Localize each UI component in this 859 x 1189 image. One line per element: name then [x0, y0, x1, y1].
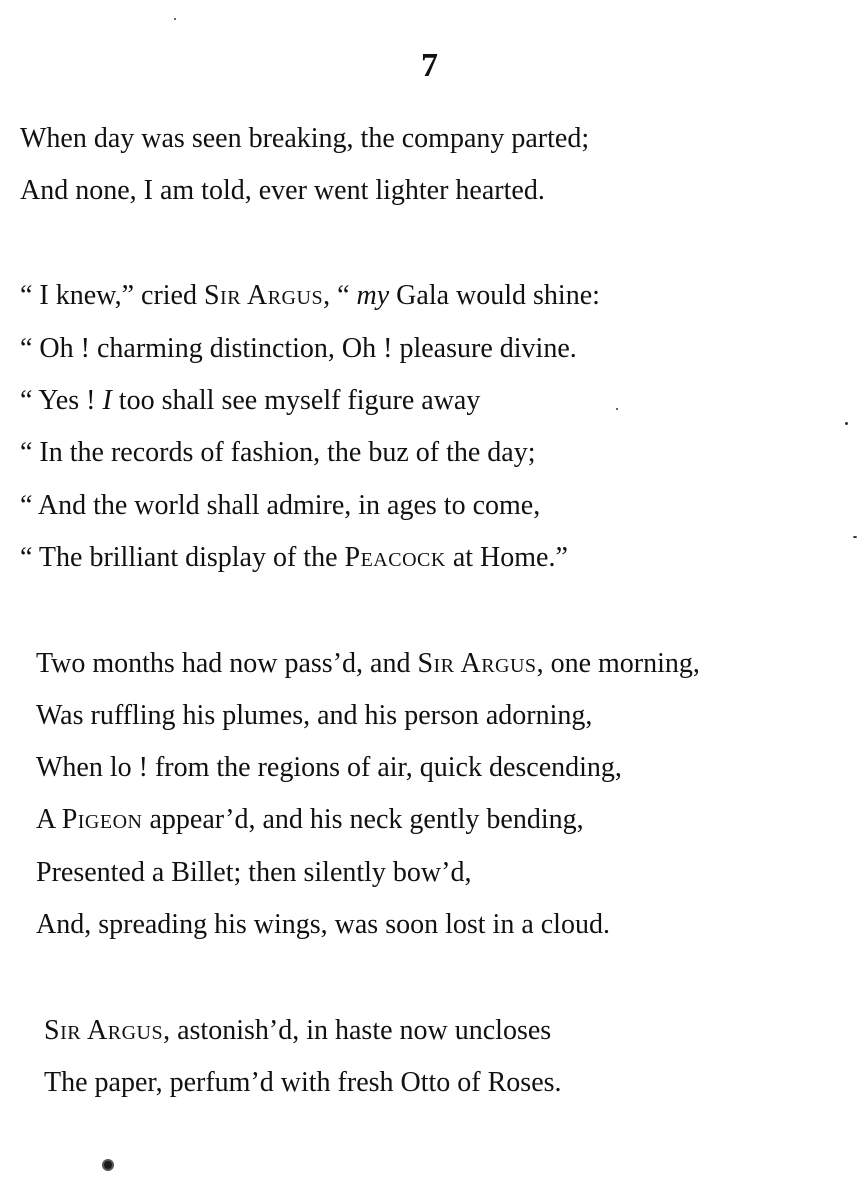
ornament-dot [102, 1159, 114, 1171]
text-segment: Gala would shine: [389, 280, 600, 311]
stanza-3-line-4 [36, 803, 584, 837]
text-segment: “ Yes ! [20, 385, 103, 416]
stanza-3-line-3: When lo ! from the regions of air, quick descending, [36, 752, 622, 783]
text-segment: appear’d, and his neck gently bending, [142, 804, 584, 835]
stanza-2-line-1 [20, 279, 600, 313]
character-name: Sir Argus [44, 1015, 164, 1046]
stanza-3-line-5: Presented a Billet; then silently bow’d, [36, 857, 472, 888]
ink-speck [845, 422, 848, 425]
stanza-1-line-1: When day was seen breaking, the company parted; [20, 123, 590, 154]
text-segment: , one morning, [536, 648, 700, 679]
stanza-3-line-6: And, spreading his wings, was soon lost in a cloud. [36, 909, 610, 940]
text-segment: at Home.” [445, 542, 568, 573]
text-segment: , “ [323, 280, 357, 311]
stanza-2-line-3 [20, 384, 480, 418]
text-segment: Two months had now pass’d, and [36, 648, 418, 679]
ink-speck [616, 408, 618, 410]
text-segment: “ I knew,” cried [20, 280, 204, 311]
character-name: Pigeon [61, 804, 143, 835]
ink-speck [853, 536, 857, 538]
ink-speck [174, 18, 176, 20]
stanza-3-line-2: Was ruffling his plumes, and his person adorning, [36, 700, 593, 731]
emphasis: I [102, 385, 112, 416]
stanza-2-line-2: “ Oh ! charming distinction, Oh ! pleasure divine. [20, 333, 577, 364]
emphasis: my [356, 280, 390, 311]
text-segment: too shall see myself figure away [111, 385, 481, 416]
stanza-4-line-1 [44, 1014, 551, 1048]
stanza-3-line-1 [36, 647, 700, 681]
stanza-2-line-4: “ In the records of fashion, the buz of the day; [20, 437, 536, 468]
character-name: Sir Argus [417, 648, 537, 679]
stanza-2-line-6 [20, 541, 568, 575]
page-number: 7 [421, 47, 438, 84]
text-segment: , astonish’d, in haste now uncloses [163, 1015, 552, 1046]
stanza-4-line-2: The paper, perfum’d with fresh Otto of Roses. [44, 1067, 562, 1098]
text-segment: “ The brilliant display of the [20, 542, 345, 573]
stanza-2-line-5: “ And the world shall admire, in ages to come, [20, 490, 541, 521]
character-name: Sir Argus [203, 280, 324, 311]
text-segment: A [36, 804, 62, 835]
stanza-1-line-2: And none, I am told, ever went lighter hearted. [20, 175, 545, 206]
character-name: Peacock [344, 542, 446, 573]
